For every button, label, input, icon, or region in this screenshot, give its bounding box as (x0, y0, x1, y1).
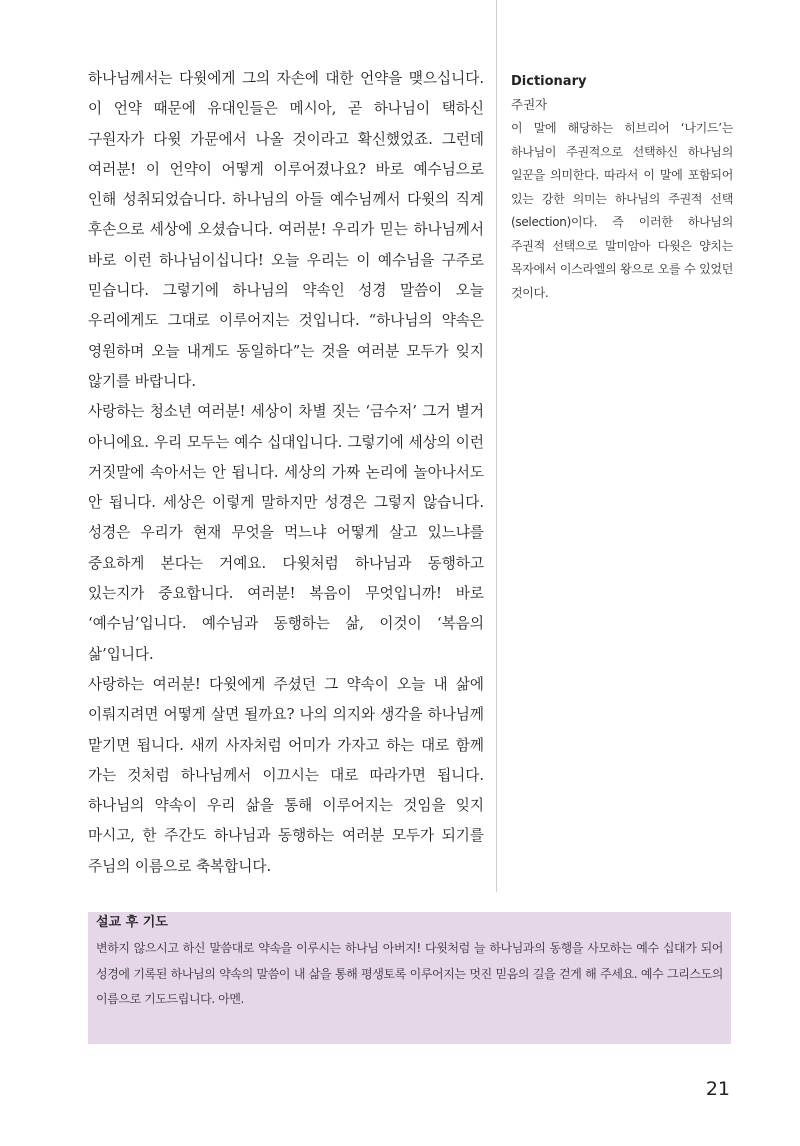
dictionary-term: 주권자 (511, 97, 548, 112)
dictionary-sidebar (511, 72, 733, 305)
dictionary-definition: 이 말에 해당하는 히브리어 ‘나기드’는 하나님이 주권적으로 선택하신 하나님의 일꾼을 의미한다. 따라서 이 말에 포함되어 있는 강한 의미는 하나님의 주권적 선택(selection)이다. 즉 이러한 하나님의 주권적 선택으로 말미암아 다윗은 양치는 목자에서 이스라엘의 왕으로 오를 수 있었던 것이다. (511, 121, 733, 300)
column-divider (496, 0, 497, 892)
page-number: 21 (705, 1078, 730, 1100)
prayer-box (88, 912, 731, 1044)
sermon-paragraph-1: 하나님께서는 다윗에게 그의 자손에 대한 언약을 맺으십니다. 이 언약 때문에 유대인들은 메시아, 곧 하나님이 택하신 구원자가 다윗 가문에서 나올 것이라고 확신했었죠. 그런데 여러분! 이 언약이 어떻게 이루어졌나요? 바로 예수님으로 인해 성취되었습니다. 하나님의 아들 예수님께서 다윗의 직계 후손으로 세상에 오셨습니다. 여러분! 우리가 믿는 하나님께서 바로 이런 하나님이십니다! 오늘 우리는 이 예수님을 구주로 믿습니다. 그렇기에 하나님의 약속인 성경 말씀이 오늘 우리에게도 그대로 이루어지는 것입니다. “하나님의 약속은 영원하며 오늘 내게도 동일하다”는 것을 여러분 모두가 잊지 않기를 바랍니다. (88, 70, 484, 390)
sermon-body (88, 64, 484, 882)
prayer-text: 변하지 않으시고 하신 말씀대로 약속을 이루시는 하나님 아버지! 다윗처럼 늘 하나님과의 동행을 사모하는 예수 십대가 되어 성경에 기록된 하나님의 약속의 말씀이 내 삶을 통해 평생토록 이루어지는 멋진 믿음의 길을 걷게 해 주세요. 예수 그리스도의 이름으로 기도드립니다. 아멘. (96, 941, 723, 1006)
sermon-paragraph-3: 사랑하는 여러분! 다윗에게 주셨던 그 약속이 오늘 내 삶에 이뤄지려면 어떻게 살면 될까요? 나의 의지와 생각을 하나님께 맡기면 됩니다. 새끼 사자처럼 어미가 가자고 하는 대로 함께 가는 것처럼 하나님께서 이끄시는 대로 따라가면 됩니다. 하나님의 약속이 우리 삶을 통해 이루어지는 것임을 잊지 마시고, 한 주간도 하나님과 동행하는 여러분 모두가 되기를 주님의 이름으로 축복합니다. (88, 675, 484, 875)
sermon-paragraph-2: 사랑하는 청소년 여러분! 세상이 차별 짓는 ‘금수저’ 그거 별거 아니에요. 우리 모두는 예수 십대입니다. 그렇기에 세상의 이런 거짓말에 속아서는 안 됩니다. 세상의 가짜 논리에 놀아나서도 안 됩니다. 세상은 이렇게 말하지만 성경은 그렇지 않습니다. 성경은 우리가 현재 무엇을 먹느냐 어떻게 살고 있느냐를 중요하게 본다는 거예요. 다윗처럼 하나님과 동행하고 있는지가 중요합니다. 여러분! 복음이 무엇입니까! 바로 ‘예수님’입니다. 예수님과 동행하는 삶, 이것이 ‘복음의 삶’입니다. (88, 403, 484, 663)
dictionary-title: Dictionary (511, 74, 587, 89)
prayer-title: 설교 후 기도 (96, 915, 168, 930)
